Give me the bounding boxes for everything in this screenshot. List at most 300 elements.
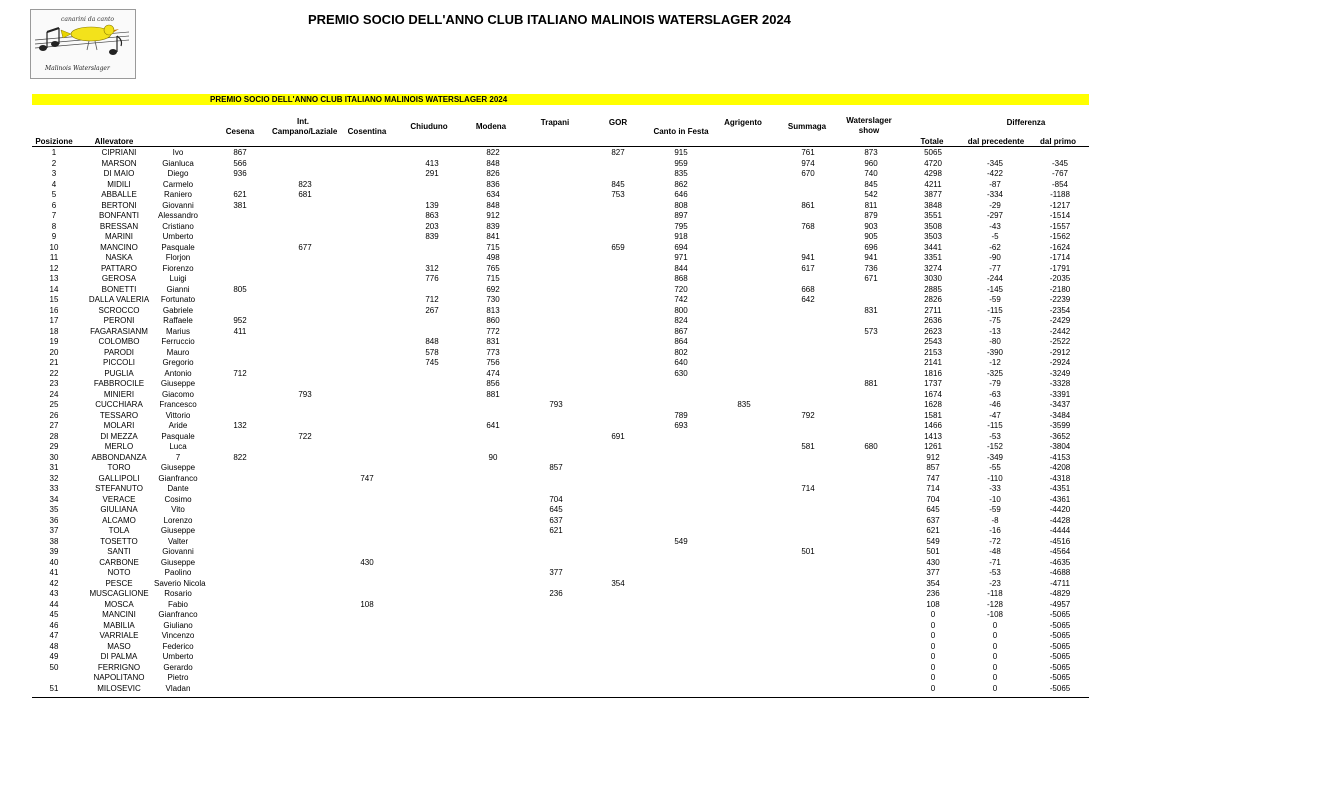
cell-modena: 634 [486, 190, 500, 199]
cell-dal-primo: -2180 [1049, 284, 1071, 294]
cell-dal-primo: -767 [1051, 169, 1068, 178]
cell-gor: 753 [611, 190, 625, 199]
cell-totale: 4720 [924, 158, 942, 168]
cell-dal-primo: -2442 [1049, 326, 1071, 336]
cell-dal-precedente: -145 [986, 284, 1003, 294]
cell-nome: Giuseppe [160, 379, 196, 388]
cell-modena: 839 [486, 221, 500, 231]
cell-nome: Gregorio [162, 358, 194, 367]
cell-totale: 645 [926, 505, 940, 514]
cell-cesena: 566 [233, 158, 247, 168]
table-row [32, 148, 1089, 159]
cell-cognome: MANCINI [102, 610, 136, 619]
cell-waterslager-show: 845 [864, 179, 878, 189]
cell-dal-primo: -4516 [1049, 536, 1071, 546]
cell-posizione: 35 [49, 505, 59, 514]
cell-canto-in-festa: 959 [674, 158, 688, 168]
table-row [32, 159, 1089, 170]
cell-modena: 773 [486, 347, 500, 357]
cell-modena: 822 [486, 148, 500, 157]
cell-cognome: MASO [107, 641, 131, 651]
cell-waterslager-show: 960 [864, 158, 878, 168]
cell-nome: Raffaele [163, 316, 193, 325]
header-dal-precedente: dal precedente [967, 137, 1025, 146]
header-differenza: Differenza [1006, 118, 1046, 127]
cell-trapani: 377 [549, 568, 563, 577]
cell-trapani: 793 [549, 400, 563, 409]
table-row [32, 411, 1089, 422]
cell-dal-precedente: -13 [989, 326, 1001, 336]
cell-nome: Gianluca [162, 158, 194, 168]
cell-totale: 0 [930, 631, 936, 640]
header-trapani: Trapani [540, 118, 570, 127]
cell-dal-precedente: -110 [987, 473, 1003, 483]
cell-posizione: 6 [51, 200, 57, 210]
table-row [32, 390, 1089, 401]
cell-dal-primo: -3599 [1049, 421, 1071, 430]
cell-dal-primo: -1714 [1049, 253, 1071, 262]
cell-cognome: TOLA [108, 526, 130, 535]
cell-posizione: 1 [51, 148, 57, 157]
cell-posizione: 32 [49, 473, 59, 483]
cell-dal-precedente: -152 [986, 442, 1003, 451]
cell-dal-primo: -4153 [1049, 452, 1071, 462]
cell-dal-precedente: -46 [989, 400, 1001, 409]
cell-posizione: 26 [49, 410, 59, 420]
cell-cognome: PESCE [105, 578, 133, 588]
table-row [32, 673, 1089, 684]
cell-nome: Umberto [162, 652, 194, 661]
cell-posizione: 29 [49, 442, 59, 451]
cell-summaga: 581 [801, 442, 815, 451]
cell-dal-precedente: 0 [992, 652, 998, 661]
cell-canto-in-festa: 694 [674, 242, 688, 252]
cell-modena: 641 [486, 421, 500, 430]
cell-dal-precedente: -10 [989, 494, 1001, 504]
cell-cognome: PATTARO [101, 263, 137, 273]
cell-dal-precedente: 0 [992, 683, 998, 693]
table-row [32, 316, 1089, 327]
cell-totale: 0 [930, 652, 936, 661]
cell-modena: 912 [486, 211, 500, 220]
cell-posizione: 51 [49, 683, 59, 693]
cell-canto-in-festa: 808 [674, 200, 688, 210]
cell-cognome: MIDILI [107, 179, 131, 189]
table-row [32, 327, 1089, 338]
cell-cesena: 712 [233, 368, 247, 378]
cell-nome: Giuliano [163, 620, 193, 630]
cell-dal-precedente: -75 [989, 316, 1001, 325]
cell-gor: 354 [611, 578, 625, 588]
cell-dal-precedente: -63 [989, 389, 1001, 399]
cell-canto-in-festa: 646 [674, 190, 688, 199]
cell-dal-primo: -1624 [1049, 242, 1071, 252]
cell-dal-primo: -1188 [1050, 190, 1070, 199]
cell-dal-primo: -2354 [1049, 305, 1071, 315]
cell-nome: Luigi [169, 274, 187, 283]
cell-canto-in-festa: 844 [674, 263, 688, 273]
cell-cognome: FABBROCILE [93, 379, 145, 388]
cell-dal-primo: -3484 [1049, 410, 1071, 420]
cell-nome: Marius [165, 326, 190, 336]
cell-cognome: TOSETTO [100, 536, 138, 546]
cell-totale: 3030 [924, 274, 942, 283]
cell-canto-in-festa: 971 [674, 253, 688, 262]
cell-modena: 841 [486, 232, 500, 241]
cell-nome: Vito [171, 505, 185, 514]
cell-dal-primo: -4564 [1049, 547, 1071, 556]
cell-cosentina: 430 [360, 557, 374, 567]
cell-posizione: 23 [49, 379, 59, 388]
table-row [32, 547, 1089, 558]
cell-chiuduno: 745 [425, 358, 439, 367]
cell-cesena: 805 [233, 284, 247, 294]
cell-nome: Aride [168, 421, 188, 430]
cell-dal-primo: -1791 [1049, 263, 1071, 273]
header-int-campano: Int. Campano/Laziale [272, 117, 338, 136]
cell-nome: Pietro [167, 673, 189, 682]
header-modena: Modena [475, 122, 507, 131]
cell-dal-precedente: -62 [989, 242, 1001, 252]
header-cosentina: Cosentina [347, 127, 387, 136]
cell-cognome: MOLARI [103, 421, 135, 430]
cell-modena: 772 [486, 326, 500, 336]
header-waterslager-show: Waterslager show [846, 116, 892, 135]
cell-totale: 0 [930, 662, 936, 672]
cell-posizione: 7 [51, 211, 57, 220]
cell-totale: 714 [926, 484, 940, 493]
cell-summaga: 768 [801, 221, 815, 231]
ranking-table-body [32, 148, 1089, 694]
cell-dal-precedente: -118 [987, 589, 1003, 598]
table-row [32, 610, 1089, 621]
table-row [32, 432, 1089, 443]
cell-posizione: 11 [49, 253, 59, 262]
yellow-title-band [32, 94, 1089, 105]
table-row [32, 243, 1089, 254]
cell-trapani: 857 [549, 463, 563, 472]
cell-nome: Gianni [166, 284, 190, 294]
table-row [32, 568, 1089, 579]
cell-posizione: 47 [49, 631, 59, 640]
header-posizione: Posizione [35, 137, 73, 146]
table-row [32, 400, 1089, 411]
cell-totale: 3274 [924, 263, 942, 273]
table-row [32, 264, 1089, 275]
cell-chiuduno: 291 [425, 169, 439, 178]
cell-dal-precedente: -59 [989, 505, 1001, 514]
cell-cognome: SCROCCO [98, 305, 140, 315]
cell-posizione: 27 [49, 421, 59, 430]
cell-dal-precedente: 0 [992, 641, 998, 651]
cell-dal-primo: -4444 [1049, 526, 1071, 535]
cell-cognome: MABILIA [103, 620, 135, 630]
cell-cognome: ALCAMO [102, 515, 136, 525]
cell-dal-precedente: -79 [989, 379, 1001, 388]
cell-totale: 3503 [924, 232, 942, 241]
cell-dal-primo: -3804 [1049, 442, 1071, 451]
header-divider [32, 146, 1089, 147]
cell-cognome: DI MEZZA [100, 431, 138, 441]
cell-dal-primo: -4351 [1049, 484, 1071, 493]
cell-nome: Umberto [162, 232, 194, 241]
cell-cesena: 867 [233, 148, 247, 157]
cell-chiuduno: 839 [425, 232, 439, 241]
table-row [32, 295, 1089, 306]
cell-cognome: MARSON [101, 158, 137, 168]
cell-dal-primo: -4688 [1049, 568, 1071, 577]
cell-cesena: 132 [233, 421, 247, 430]
cell-canto-in-festa: 693 [674, 421, 688, 430]
header-chiuduno: Chiuduno [410, 122, 448, 131]
cell-totale: 0 [930, 620, 936, 630]
cell-totale: 4211 [924, 179, 942, 189]
cell-dal-precedente: -59 [989, 295, 1001, 304]
cell-dal-precedente: -16 [989, 526, 1001, 535]
cell-chiuduno: 139 [425, 200, 439, 210]
cell-waterslager-show: 903 [864, 221, 878, 231]
cell-nome: Lorenzo [163, 515, 193, 525]
cell-modena: 765 [486, 263, 500, 273]
cell-modena: 730 [486, 295, 500, 304]
cell-totale: 430 [926, 557, 940, 567]
cell-canto-in-festa: 720 [674, 284, 688, 294]
cell-modena: 856 [486, 379, 500, 388]
table-row [32, 495, 1089, 506]
cell-cognome: BONFANTI [98, 211, 139, 220]
cell-totale: 2153 [924, 347, 942, 357]
cell-cognome: CUCCHIARA [95, 400, 143, 409]
cell-nome: Gianfranco [158, 473, 198, 483]
cell-modena: 813 [486, 305, 500, 315]
cell-dal-primo: -3249 [1049, 368, 1071, 378]
cell-dal-precedente: 0 [992, 673, 998, 682]
header-cesena: Cesena [225, 127, 255, 136]
cell-dal-precedente: -29 [989, 200, 1001, 210]
cell-nome: Diego [167, 169, 189, 178]
cell-canto-in-festa: 897 [674, 211, 688, 220]
cell-cognome: GEROSA [101, 274, 137, 283]
cell-cesena: 952 [233, 316, 247, 325]
cell-trapani: 621 [549, 526, 563, 535]
table-row [32, 442, 1089, 453]
table-row [32, 274, 1089, 285]
cell-totale: 5065 [924, 148, 942, 157]
cell-totale: 2543 [924, 337, 942, 346]
cell-dal-primo: -345 [1051, 158, 1068, 168]
header-canto-in-festa: Canto in Festa [653, 127, 709, 136]
cell-canto-in-festa: 915 [674, 148, 688, 157]
table-row [32, 600, 1089, 611]
cell-cognome: MUSCAGLIONE [89, 589, 149, 598]
cell-chiuduno: 267 [425, 305, 439, 315]
logo-subtext: Malinois Waterslager [45, 65, 110, 72]
cell-nome: Giacomo [161, 389, 194, 399]
cell-posizione: 38 [49, 536, 59, 546]
cell-dal-precedente: -325 [986, 368, 1003, 378]
cell-cognome: SANTI [107, 547, 131, 556]
cell-nome: Carmelo [162, 179, 194, 189]
cell-gor: 691 [611, 431, 625, 441]
cell-dal-precedente: 0 [992, 631, 998, 640]
cell-nome: Raniero [163, 190, 192, 199]
cell-totale: 747 [926, 473, 940, 483]
cell-modena: 715 [486, 242, 500, 252]
cell-dal-precedente: -53 [989, 431, 1001, 441]
cell-dal-precedente: -108 [986, 610, 1003, 619]
cell-waterslager-show: 811 [864, 200, 878, 210]
cell-totale: 1261 [924, 442, 942, 451]
cell-dal-precedente: -43 [989, 221, 1001, 231]
cell-nome: Fortunato [160, 295, 196, 304]
table-row [32, 201, 1089, 212]
cell-agrigento: 835 [737, 400, 751, 409]
cell-trapani: 236 [549, 589, 563, 598]
cell-totale: 0 [930, 610, 936, 619]
cell-summaga: 792 [801, 410, 815, 420]
cell-gor: 659 [611, 242, 625, 252]
table-row [32, 516, 1089, 527]
cell-modena: 692 [486, 284, 500, 294]
cell-cognome: NOTO [107, 568, 131, 577]
cell-cognome: BERTONI [101, 200, 137, 210]
cell-dal-precedente: -390 [986, 347, 1003, 357]
cell-dal-primo: -1562 [1049, 232, 1071, 241]
cell-dal-precedente: -5 [991, 232, 999, 241]
cell-cognome: TORO [107, 463, 131, 472]
table-row [32, 684, 1089, 695]
cell-posizione: 12 [49, 263, 59, 273]
cell-nome: Mauro [166, 347, 190, 357]
table-row [32, 379, 1089, 390]
table-row [32, 537, 1089, 548]
cell-cognome: MOSCA [104, 599, 134, 609]
cell-posizione: 2 [51, 158, 57, 168]
cell-dal-precedente: -345 [986, 158, 1003, 168]
cell-nome: Alessandro [157, 211, 199, 220]
cell-posizione: 16 [49, 305, 59, 315]
cell-totale: 1413 [924, 431, 942, 441]
cell-trapani: 637 [549, 515, 563, 525]
cell-dal-primo: -4420 [1049, 505, 1071, 514]
header-totale: Totale [920, 137, 944, 146]
cell-dal-primo: -4428 [1049, 515, 1071, 525]
cell-dal-primo: -4361 [1049, 494, 1071, 504]
cell-cesena: 936 [233, 169, 247, 178]
cell-posizione: 13 [49, 274, 59, 283]
cell-cognome: MANCINO [100, 242, 138, 252]
cell-nome: Francesco [159, 400, 197, 409]
cell-canto-in-festa: 868 [674, 274, 688, 283]
cell-dal-primo: -1557 [1049, 221, 1071, 231]
table-row [32, 169, 1089, 180]
cell-modena: 715 [486, 274, 500, 283]
cell-totale: 912 [926, 452, 940, 462]
cell-totale: 3441 [924, 242, 942, 252]
cell-totale: 2711 [924, 305, 942, 315]
cell-cognome: DALLA VALERIA [88, 295, 150, 304]
cell-dal-primo: -4635 [1049, 557, 1071, 567]
cell-cesena: 381 [233, 200, 247, 210]
cell-posizione: 8 [51, 221, 57, 231]
cell-waterslager-show: 881 [864, 379, 878, 388]
cell-modena: 848 [486, 200, 500, 210]
cell-totale: 2885 [924, 284, 942, 294]
cell-dal-primo: -2239 [1049, 295, 1071, 304]
cell-int-campano: 823 [298, 179, 312, 189]
cell-dal-precedente: -12 [989, 358, 1001, 367]
header-allevatore: Allevatore [94, 137, 134, 146]
cell-dal-precedente: -80 [989, 337, 1001, 346]
cell-posizione: 18 [49, 326, 59, 336]
cell-nome: Rosario [164, 589, 192, 598]
cell-cognome: VARRIALE [99, 631, 139, 640]
cell-summaga: 501 [801, 547, 815, 556]
cell-nome: Giovanni [162, 547, 194, 556]
cell-cognome: MERLO [104, 442, 134, 451]
cell-nome: Saverio Nicola [154, 578, 206, 588]
table-row [32, 589, 1089, 600]
cell-posizione: 5 [51, 190, 57, 199]
cell-cesena: 411 [233, 326, 247, 336]
logo-text: canarini da canto [61, 16, 115, 23]
cell-cognome: DI PALMA [100, 652, 138, 661]
cell-dal-primo: -3328 [1049, 379, 1071, 388]
table-row [32, 222, 1089, 233]
cell-canto-in-festa: 864 [674, 337, 688, 346]
cell-dal-primo: -5065 [1049, 610, 1071, 619]
cell-canto-in-festa: 918 [674, 232, 688, 241]
table-row [32, 358, 1089, 369]
cell-canto-in-festa: 867 [674, 326, 688, 336]
table-row [32, 285, 1089, 296]
cell-posizione: 39 [49, 547, 59, 556]
cell-totale: 1674 [924, 389, 942, 399]
cell-cognome: PUGLIA [104, 368, 134, 378]
table-row [32, 484, 1089, 495]
cell-totale: 3848 [924, 200, 942, 210]
cell-totale: 637 [926, 515, 940, 525]
cell-summaga: 861 [801, 200, 815, 210]
cell-modena: 831 [486, 337, 500, 346]
cell-dal-primo: -2522 [1049, 337, 1071, 346]
cell-dal-precedente: -115 [987, 305, 1003, 315]
cell-waterslager-show: 696 [864, 242, 878, 252]
cell-totale: 3351 [924, 253, 942, 262]
cell-posizione: 25 [49, 400, 59, 409]
table-row [32, 642, 1089, 653]
cell-totale: 108 [926, 599, 940, 609]
cell-posizione: 40 [49, 557, 59, 567]
cell-chiuduno: 776 [425, 274, 439, 283]
cell-posizione: 41 [49, 568, 59, 577]
cell-chiuduno: 712 [425, 295, 439, 304]
cell-dal-primo: -3391 [1049, 389, 1071, 399]
table-row [32, 558, 1089, 569]
cell-totale: 501 [926, 547, 940, 556]
cell-totale: 549 [926, 536, 940, 546]
page-title: PREMIO SOCIO DELL'ANNO CLUB ITALIANO MALINOIS WATERSLAGER 2024 [308, 12, 791, 27]
cell-chiuduno: 848 [425, 337, 439, 346]
cell-totale: 354 [926, 578, 940, 588]
cell-int-campano: 793 [298, 389, 312, 399]
cell-waterslager-show: 573 [864, 326, 878, 336]
cell-waterslager-show: 879 [864, 211, 878, 220]
cell-chiuduno: 203 [425, 221, 439, 231]
cell-canto-in-festa: 640 [674, 358, 688, 367]
cell-nome: Vladan [165, 683, 191, 693]
cell-int-campano: 722 [298, 431, 312, 441]
